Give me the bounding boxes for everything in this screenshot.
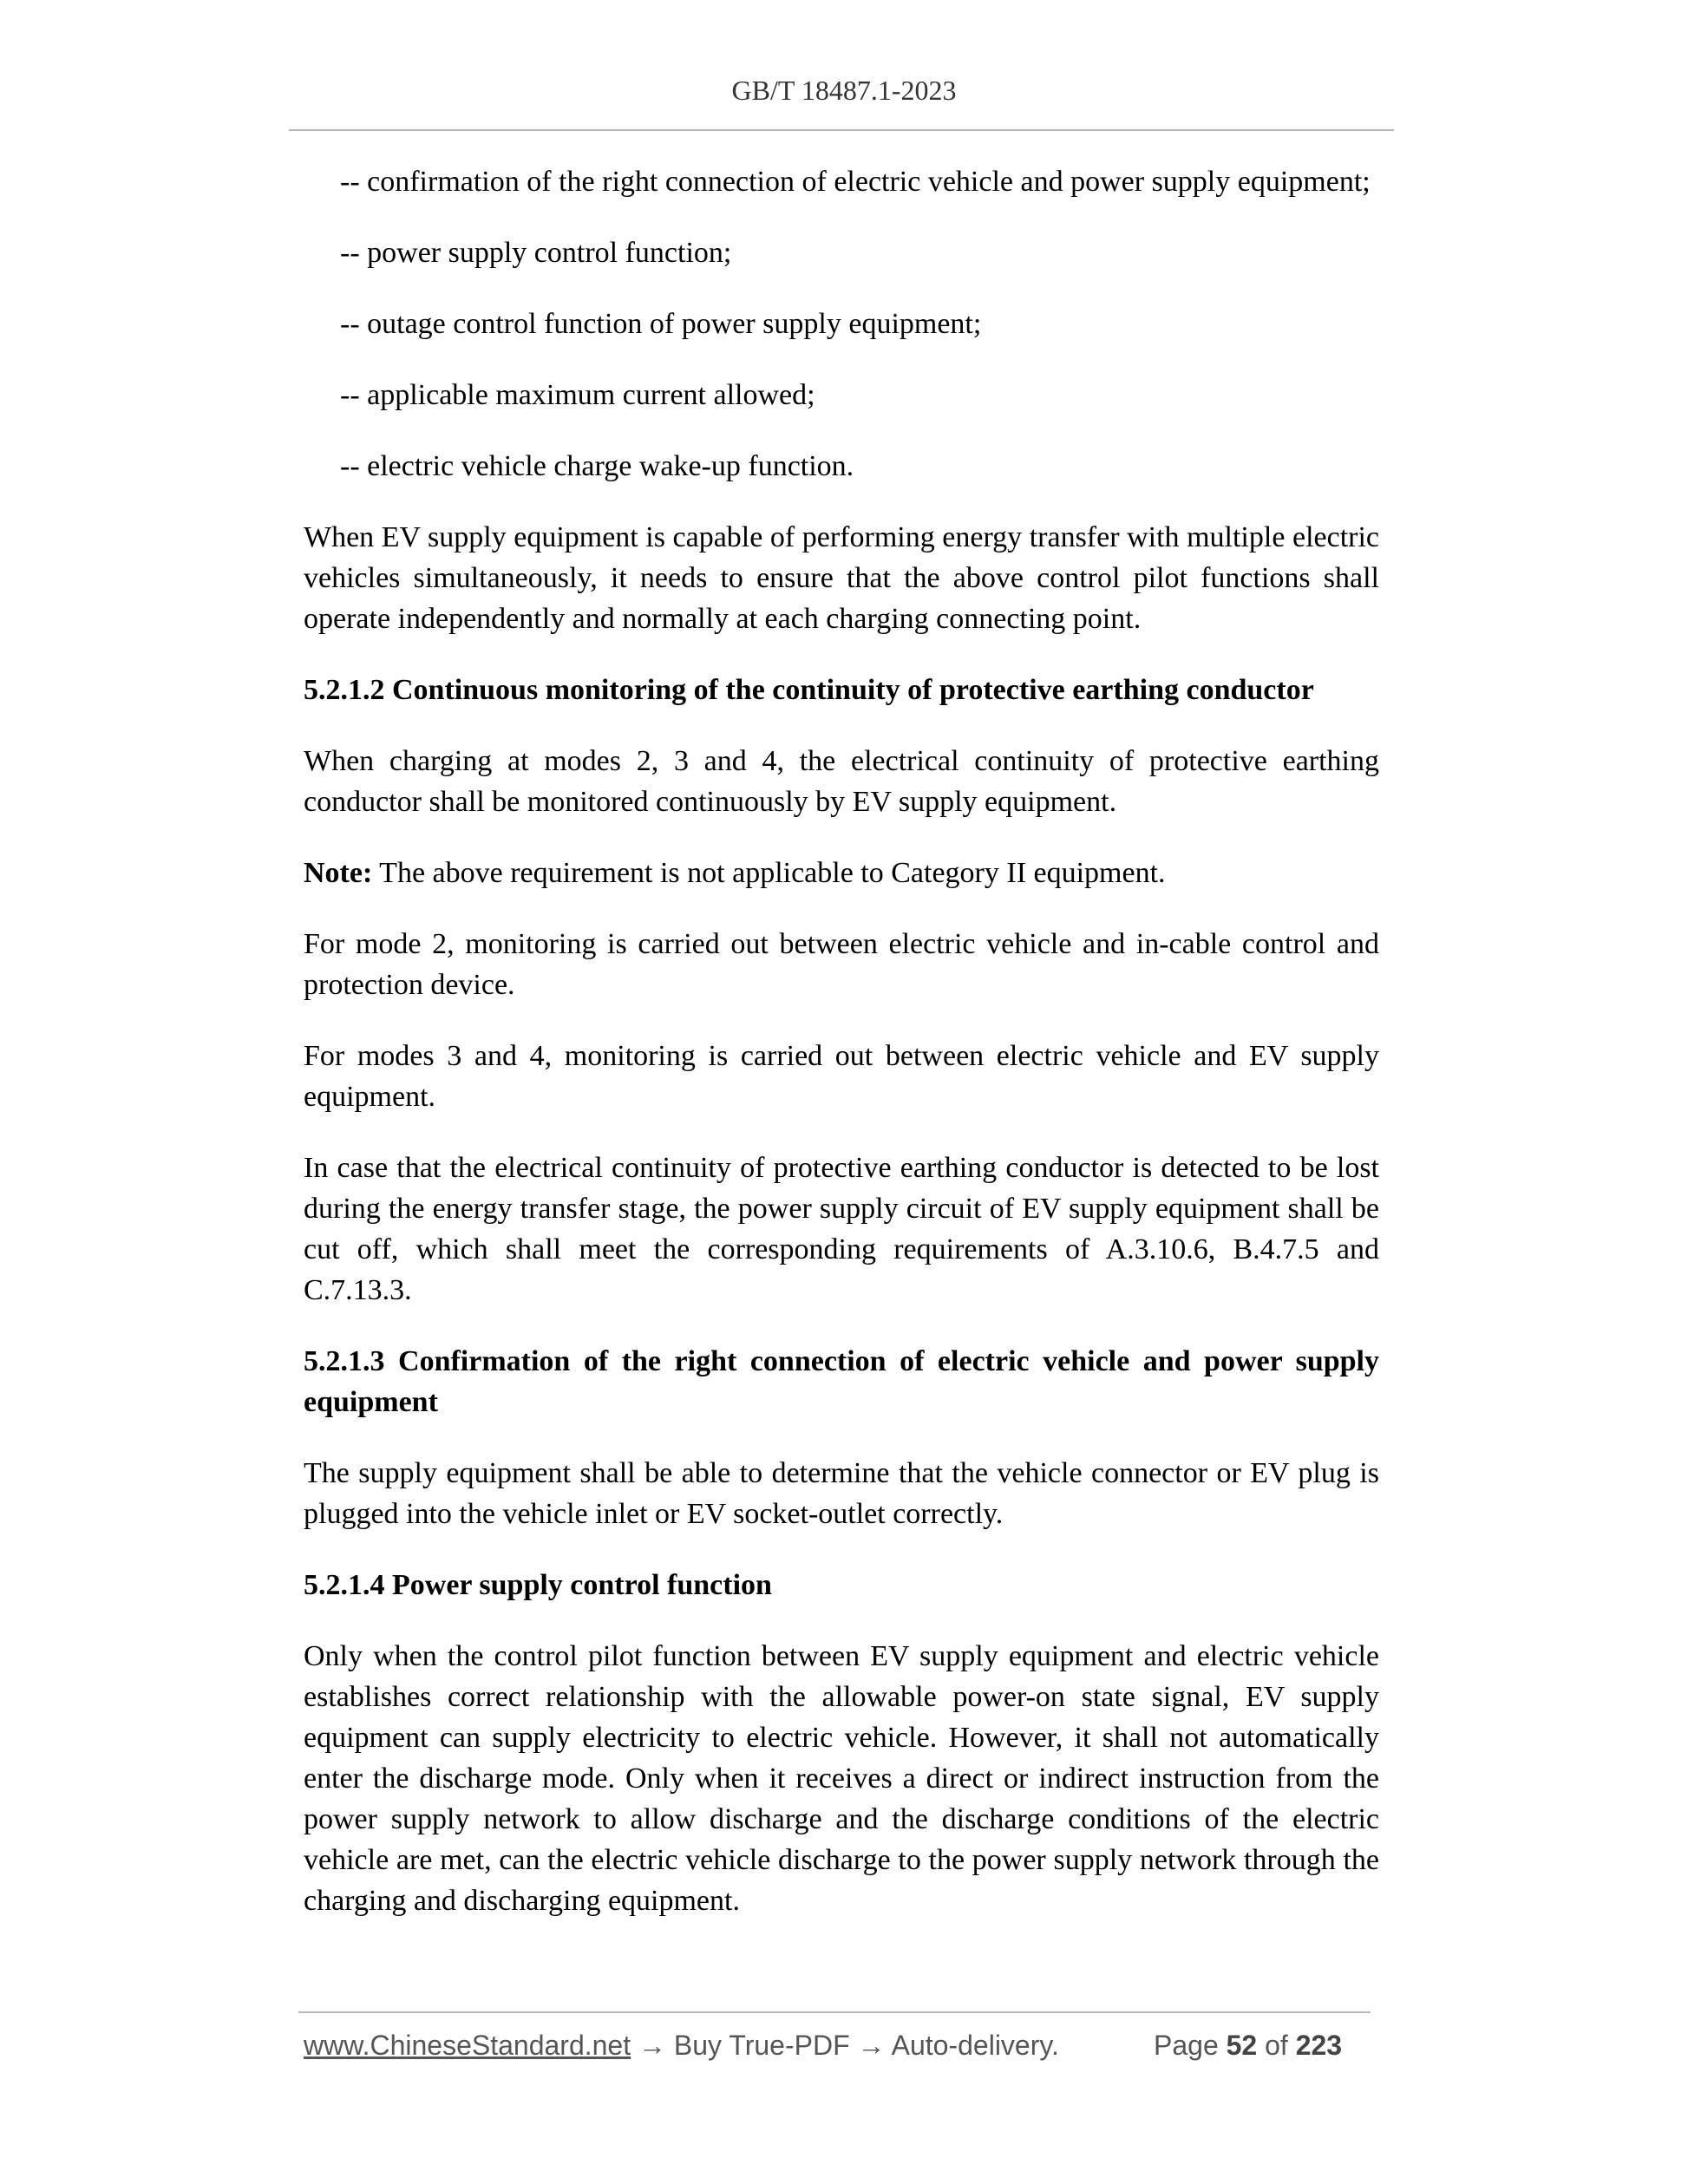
document-header: GB/T 18487.1-2023 xyxy=(731,75,957,106)
note-label: Note: xyxy=(304,857,373,889)
section-heading: 5.2.1.2 Continuous monitoring of the continuity of protective earthing conductor xyxy=(304,674,1314,706)
note-text: The above requirement is not applicable to Category II equipment. xyxy=(372,857,1166,889)
page-footer xyxy=(304,2030,1379,2062)
header-divider xyxy=(289,129,1394,131)
document-body xyxy=(304,161,1379,1952)
list-item: -- outage control function of power supply equipment; xyxy=(340,308,982,340)
page-number: 52 xyxy=(1226,2030,1258,2061)
promo-text: → Buy True-PDF → Auto-delivery. xyxy=(631,2030,1059,2061)
of-label: of xyxy=(1257,2030,1296,2061)
paragraph: For mode 2, monitoring is carried out between electric vehicle and in-cable control and protection device. xyxy=(304,928,1379,1001)
list-item: -- confirmation of the right connection of electric vehicle and power supply equipment; xyxy=(340,166,1371,198)
footer-divider xyxy=(298,2011,1371,2013)
paragraph: When EV supply equipment is capable of performing energy transfer with multiple electric vehicles simultaneously, it needs to ensure that the above control pilot functions shall operate independently and normally at each charging connecting point. xyxy=(304,521,1379,635)
paragraph: For modes 3 and 4, monitoring is carried out between electric vehicle and EV supply equipment. xyxy=(304,1040,1379,1113)
section-heading: 5.2.1.3 Confirmation of the right connection of electric vehicle and power supply equipment xyxy=(304,1345,1379,1418)
page-total: 223 xyxy=(1295,2030,1343,2061)
list-item: -- applicable maximum current allowed; xyxy=(340,379,815,411)
list-item: -- electric vehicle charge wake-up function. xyxy=(340,450,854,482)
website-link[interactable]: www.ChineseStandard.net xyxy=(304,2030,631,2061)
paragraph: Only when the control pilot function between EV supply equipment and electric vehicle establishes correct relationship with the allowable power-on state signal, EV supply equipment can supply electricity to electric vehicle. However, it shall not automatically enter the discharge mode. Only when it receives a direct or indirect instruction from the power supply network to allow discharge and the discharge conditions of the electric vehicle are met, can the electric vehicle discharge to the power supply network through the charging and discharging equipment. xyxy=(304,1640,1379,1917)
section-heading: 5.2.1.4 Power supply control function xyxy=(304,1569,772,1601)
paragraph: The supply equipment shall be able to determine that the vehicle connector or EV plug is plugged into the vehicle inlet or EV socket-outlet correctly. xyxy=(304,1457,1379,1530)
list-item: -- power supply control function; xyxy=(340,237,732,269)
page-label: Page xyxy=(1154,2030,1227,2061)
paragraph: When charging at modes 2, 3 and 4, the electrical continuity of protective earthing conductor shall be monitored continuously by EV supply equipment. xyxy=(304,745,1379,818)
page-indicator xyxy=(1154,2030,1342,2062)
note-paragraph xyxy=(304,853,1379,893)
paragraph: In case that the electrical continuity of protective earthing conductor is detected to be lost during the energy transfer stage, the power supply circuit of EV supply equipment shall be cut off, which shall meet the corresponding requirements of A.3.10.6, B.4.7.5 and C.7.13.3. xyxy=(304,1152,1379,1306)
